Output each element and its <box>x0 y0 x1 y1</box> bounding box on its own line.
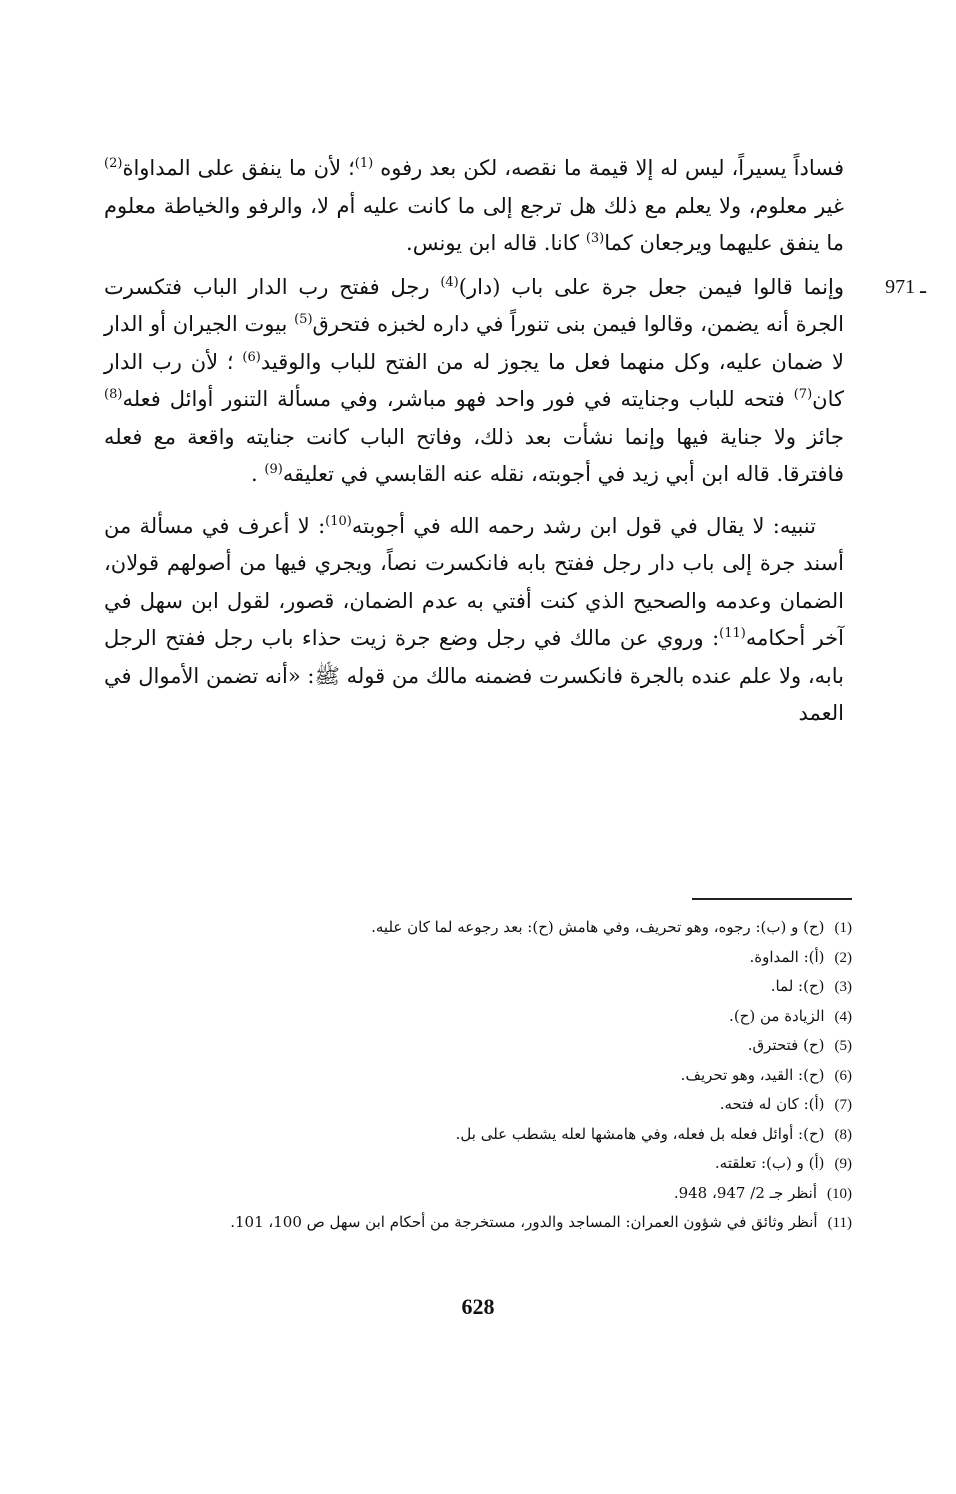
tanbih-text-2: : لا أعرف في مسألة من أسند جرة إلى باب دار رجل ففتح بابه فانكسرت نصاً، ويجري فيها من أصولهم قولان، الضمان وعدمه والصحيح الذي كنت أفتي به عدم الضمان، قصور، لقول ابن سهل في آخر أحكامه <box>104 513 844 650</box>
footnote-text: (ح): لما. <box>770 977 825 995</box>
entry-text-7: . <box>251 462 258 486</box>
footnote-11 <box>104 1208 852 1238</box>
footnote-number: (10) <box>827 1185 852 1202</box>
intro-text-1: فساداً يسيراً، ليس له إلا قيمة ما نقصه، لكن بعد رفوه <box>380 156 844 180</box>
footnote-ref-5: (5) <box>294 312 313 327</box>
footnote-1 <box>104 913 852 943</box>
entry-text-5: فتحه للباب وجنايته في فور واحد فهو مباشر، وفي مسألة التنور أوائل فعله <box>122 387 785 411</box>
intro-text-3: غير معلوم، ولا يعلم مع ذلك هل ترجع إلى ما كانت عليه أم لا، والرفو والخياطة معلوم ما ينفق عليهما ويرجعان كما <box>104 193 844 255</box>
footnote-5 <box>104 1031 852 1061</box>
footnote-7 <box>104 1090 852 1120</box>
footnote-text: الزيادة من (ح). <box>729 1006 825 1025</box>
footnote-ref-2: (2) <box>104 156 123 171</box>
main-text <box>104 150 926 733</box>
entry-text-6: جائز ولا جناية فيها وإنما نشأت بعد ذلك، وفاتح الباب كانت جنايته واقعة مع فعله فافترقا. قاله ابن أبي زيد في أجوبته، نقله عنه القابسي في تعليقه <box>104 424 844 486</box>
footnote-10 <box>104 1179 852 1209</box>
footnote-number: (9) <box>834 1156 852 1172</box>
footnote-number: (2) <box>834 949 852 966</box>
footnote-3 <box>104 972 852 1002</box>
footnote-number: (5) <box>834 1038 852 1054</box>
footnote-text: (أ): كان له فتحه. <box>719 1095 825 1113</box>
footnote-ref-10: (10) <box>325 513 352 529</box>
footnote-text: (أ): المداوة. <box>749 947 825 966</box>
intro-text-2: ؛ لأن ما ينفق على المداواة <box>122 156 355 180</box>
footnote-6 <box>104 1061 852 1091</box>
entry-text-2: رجل ففتح رب الدار الباب فتكسرت الجرة أنه يضمن، وقالوا فيمن بنى تنوراً في داره لخبزه فتحرق <box>104 274 844 336</box>
footnote-8 <box>104 1120 852 1150</box>
footnote-text: (ح) فتحترق. <box>747 1036 825 1054</box>
entry-text-3: بيوت الجيران أو الدار لا ضمان عليه، وكل منهما فعل ما يجوز له من الفتح للباب والوقيد <box>104 312 844 374</box>
tanbih-text-1: تنبيه: لا يقال في قول ابن رشد رحمه الله في أجوبته <box>351 513 816 538</box>
footnote-number: (6) <box>834 1067 852 1084</box>
footnote-ref-1: (1) <box>354 156 374 171</box>
footnote-number: (11) <box>827 1215 852 1231</box>
entry-number: 971 ـ <box>885 275 926 298</box>
entry-971-paragraph <box>104 269 926 494</box>
footnote-number: (1) <box>834 920 852 936</box>
footnote-4 <box>104 1002 852 1032</box>
footnote-number: (7) <box>834 1097 852 1113</box>
footnote-2 <box>104 943 852 973</box>
footnote-ref-4: (4) <box>440 274 459 290</box>
footnote-ref-8: (8) <box>104 387 123 402</box>
footnote-text: (أ) و (ب): تعلقته. <box>714 1154 825 1172</box>
tanbih-paragraph <box>104 508 844 733</box>
entry-text-4: ؛ لأن رب الدار كان <box>104 349 844 411</box>
footnote-number: (8) <box>834 1126 852 1143</box>
footnote-ref-11: (11) <box>719 626 746 641</box>
footnote-number: (4) <box>834 1008 852 1025</box>
footnotes-list <box>104 913 852 1238</box>
footnote-text: (ح) و (ب): رجوه، وهو تحريف، وفي هامش (ح): بعد رجوعه لما كان عليه. <box>371 918 825 936</box>
footnote-ref-3: (3) <box>585 231 605 246</box>
page-number: 628 <box>461 1294 495 1319</box>
footnote-ref-7: (7) <box>793 387 813 402</box>
footnote-9 <box>104 1149 852 1179</box>
tanbih-text-3: : وروي عن مالك في رجل وضع جرة زيت حذاء باب رجل ففتح الرجل بابه، ولا علم عنده بالجرة فانكسرت فضمنه مالك من قوله ﷺ: «أنه تضمن الأموال في العمد <box>104 626 844 725</box>
footnote-text: (ح): القيد، وهو تحريف. <box>680 1065 825 1084</box>
footnote-ref-9: (9) <box>264 462 283 477</box>
footnote-ref-6: (6) <box>242 349 261 365</box>
footnote-divider <box>692 898 852 900</box>
entry-text-1: وإنما قالوا فيمن جعل جرة على باب (دار) <box>458 274 844 299</box>
footnote-number: (3) <box>834 979 852 995</box>
intro-text-4: كانا. قاله ابن يونس. <box>406 231 580 255</box>
footnote-text: أنظر وثائق في شؤون العمران: المساجد والدور، مستخرجة من أحكام ابن سهل ص 100، 101. <box>230 1213 818 1231</box>
footnote-text: (ح): أوائل فعله بل فعله، وفي هامشها لعله يشطب على بل. <box>455 1124 825 1143</box>
footnote-text: أنظر جـ 2/ 947، 948. <box>673 1183 817 1202</box>
intro-paragraph <box>104 150 844 263</box>
